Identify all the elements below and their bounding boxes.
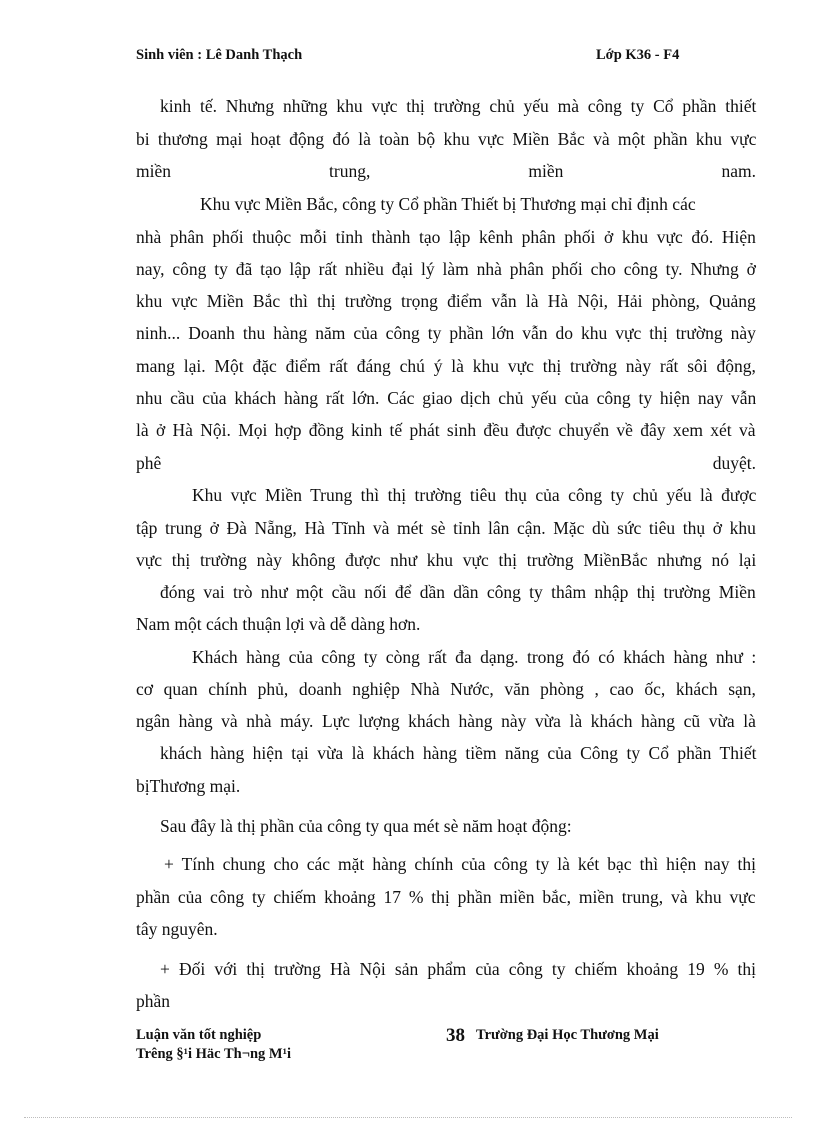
body-line: Khách hàng của công ty còng rất đa dạng. trong đó có khách hàng như : [192, 647, 757, 667]
body-line: khách hàng hiện tại vừa là khách hàng tiềm năng của Công ty Cổ phần Thiết [160, 743, 757, 763]
body-line: Khu vực Miền Trung thì thị trường tiêu thụ của công ty chủ yếu là được [192, 485, 757, 505]
body-line [136, 160, 756, 182]
page-number: 38 [446, 1025, 465, 1046]
body-line: cơ quan chính phủ, doanh nghiệp Nhà Nước, văn phòng , cao ốc, khách sạn, [136, 679, 756, 699]
body-word: trung, [329, 161, 371, 181]
body-word: nam. [721, 161, 756, 181]
body-line: là ở Hà Nội. Mọi hợp đồng kinh tế phát sinh đều được chuyển về đây xem xét và [136, 420, 756, 440]
body-line: nay, công ty đã tạo lập rất nhiều đại lý làm nhà phân phối cho công ty. Nhưng ở [136, 259, 756, 279]
footer-garbled: Trêng §¹i Häc Th¬ng M¹i [136, 1046, 291, 1062]
body-line: mang lại. Một đặc điểm rất đáng chú ý là khu vực thị trường này rất sôi động, [136, 356, 756, 376]
body-line: + Tính chung cho các mặt hàng chính của công ty là két bạc thì hiện nay thị [164, 854, 757, 874]
body-line: bịThương mại. [136, 776, 241, 796]
header-student: Sinh viên : Lê Danh Thạch [136, 47, 303, 63]
body-word: duyệt. [712, 453, 756, 473]
body-line: + Đối với thị trường Hà Nội sản phẩm của công ty chiếm khoảng 19 % thị [160, 959, 756, 979]
body-line: nhu cầu của khách hàng rất lớn. Các giao dịch chủ yếu của công ty hiện nay vẫn [136, 388, 757, 408]
body-line: nhà phân phối thuộc mỗi tỉnh thành tạo lập kênh phân phối ở khu vực đó. Hiện [136, 227, 756, 247]
body-line [136, 452, 756, 474]
body-line: phần của công ty chiếm khoảng 17 % thị phần miền bắc, miền trung, và khu vực [136, 887, 756, 907]
body-line: Khu vực Miền Bắc, công ty Cổ phần Thiết bị Thương mại chỉ định các [200, 194, 696, 214]
body-line: kinh tế. Nhưng những khu vực thị trường chủ yếu mà công ty Cổ phần thiết [160, 96, 757, 116]
body-line: đóng vai trò như một cầu nối để dần dần công ty thâm nhập thị trường Miền [160, 582, 756, 602]
page-bottom-divider [24, 1117, 792, 1118]
footer-university: Trường Đại Học Thương Mại [476, 1027, 659, 1043]
body-word: phê [136, 453, 162, 473]
body-line: Sau đây là thị phần của công ty qua mét sè năm hoạt động: [160, 816, 572, 836]
header-class: Lớp K36 - F4 [596, 47, 680, 63]
body-line: Nam một cách thuận lợi và dễ dàng hơn. [136, 614, 421, 634]
body-word: miền [136, 161, 171, 181]
body-line: tập trung ở Đà Nẵng, Hà Tĩnh và mét sè tỉnh lân cận. Mặc dù sức tiêu thụ ở khu [136, 518, 756, 538]
footer-thesis: Luận văn tốt nghiệp [136, 1027, 262, 1043]
body-line: khu vực Miền Bắc thì thị trường trọng điểm vẫn là Hà Nội, Hải phòng, Quảng [136, 291, 756, 311]
body-line: vực thị trường này không được như khu vực thị trường MiềnBắc nhưng nó lại [136, 550, 757, 570]
body-line: bi thương mại hoạt động đó là toàn bộ khu vực Miền Bắc và một phần khu vực [136, 129, 757, 149]
body-line: phần [136, 991, 171, 1011]
body-line: tây nguyên. [136, 919, 218, 939]
body-word: miền [528, 161, 564, 181]
body-line: ninh... Doanh thu hàng năm của công ty phần lớn vẫn do khu vực thị trường này [136, 323, 756, 343]
body-line: ngân hàng và nhà máy. Lực lượng khách hàng này vừa là khách hàng cũ vừa là [136, 711, 756, 731]
